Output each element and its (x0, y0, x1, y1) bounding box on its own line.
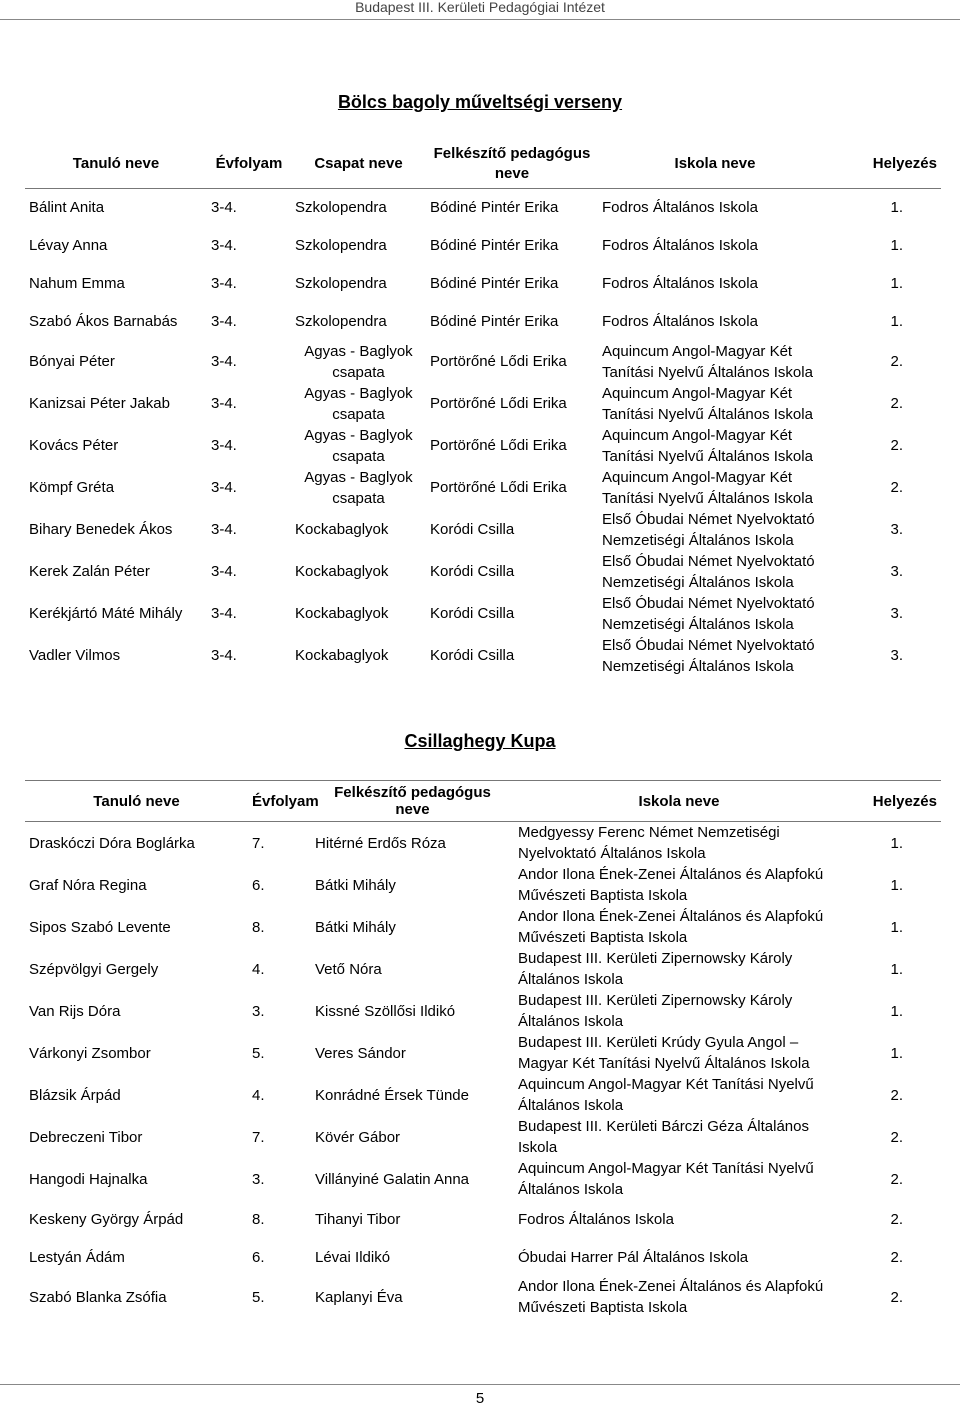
column-header: Tanuló neve (25, 140, 207, 189)
table-cell: 2. (890, 395, 903, 412)
table-cell: 3. (890, 563, 903, 580)
table-cell: Tihanyi Tibor (315, 1210, 401, 1228)
table-cell: Szkolopendra (295, 313, 387, 330)
column-header: Tanuló neve (25, 781, 248, 822)
table-row (25, 383, 941, 425)
table-cell: 1. (890, 960, 903, 978)
table-cell: 3-4. (211, 313, 237, 330)
table-cell: 2. (890, 1086, 903, 1104)
table-row (25, 1238, 941, 1276)
table-row (25, 990, 941, 1032)
table-cell: Első Óbudai Német Nyelvoktató Nemzetiségi Általános Iskola (602, 552, 815, 591)
table-cell: Bódiné Pintér Erika (430, 237, 559, 254)
section2-title: Csillaghegy Kupa (404, 731, 556, 751)
table-cell: Szabó Ákos Barnabás (29, 313, 178, 330)
table-cell: Koródi Csilla (430, 647, 515, 664)
table-cell: Vadler Vilmos (29, 647, 121, 664)
table-cell: Konrádné Érsek Tünde (315, 1086, 469, 1104)
table-cell: Bódiné Pintér Erika (430, 199, 559, 217)
table-row (25, 864, 941, 906)
column-header: Évfolyam (248, 781, 311, 822)
table-cell: 3-4. (211, 395, 237, 412)
table-row (25, 227, 941, 265)
table-cell: 3-4. (211, 563, 237, 580)
table-cell: 1. (890, 918, 903, 936)
column-header: Évfolyam (207, 140, 291, 189)
table-cell: Szkolopendra (295, 199, 387, 217)
table-cell: 3-4. (211, 647, 237, 664)
section1-table (25, 140, 941, 677)
table-cell: 3-4. (211, 479, 237, 496)
table-cell: 2. (890, 1288, 903, 1306)
header-divider (0, 19, 960, 20)
table-cell: 8. (252, 1210, 265, 1228)
table-cell: 2. (890, 1248, 903, 1266)
table-cell: Kömpf Gréta (29, 479, 115, 496)
table-cell: 3. (890, 605, 903, 622)
table-cell: 1. (890, 313, 903, 330)
table-cell: Lévai Ildikó (315, 1248, 391, 1266)
table-cell: Veres Sándor (315, 1044, 406, 1062)
table-cell: Medgyessy Ferenc Német Nemzetiségi Nyelvoktató Általános Iskola (518, 824, 780, 862)
table-row (25, 265, 941, 303)
table-cell: Blázsik Árpád (29, 1086, 121, 1104)
table-cell: 1. (890, 876, 903, 894)
section2-table (25, 780, 941, 1318)
table-cell: 4. (252, 960, 265, 978)
table-row (25, 1116, 941, 1158)
header-institute: Budapest III. Kerületi Pedagógiai Intézet (355, 0, 605, 15)
table-cell: Bálint Anita (29, 199, 105, 217)
column-header: Felkészítő pedagógus neve (426, 140, 598, 189)
table-cell: Koródi Csilla (430, 521, 515, 538)
table-row (25, 303, 941, 341)
table-cell: Andor Ilona Ének-Zenei Általános és Alapfokú Művészeti Baptista Iskola (518, 908, 824, 946)
table-cell: Kerékjártó Máté Mihály (29, 605, 183, 622)
table-cell: 7. (252, 1128, 265, 1146)
table-cell: Sipos Szabó Levente (29, 918, 171, 936)
table-cell: Bódiné Pintér Erika (430, 313, 559, 330)
column-header: Csapat neve (291, 140, 426, 189)
table-cell: Szépvölgyi Gergely (29, 960, 159, 978)
table-row (25, 509, 941, 551)
table-row (25, 551, 941, 593)
table-cell: Agyas - Baglyok csapata (304, 426, 413, 465)
table-cell: Várkonyi Zsombor (29, 1044, 151, 1062)
table-cell: Kockabaglyok (295, 563, 389, 580)
table-row (25, 1032, 941, 1074)
table-cell: 2. (890, 1170, 903, 1188)
table-cell: Aquincum Angol-Magyar Két Tanítási Nyelvű Általános Iskola (602, 468, 813, 507)
table-cell: Koródi Csilla (430, 605, 515, 622)
table-cell: Első Óbudai Német Nyelvoktató Nemzetiségi Általános Iskola (602, 636, 815, 675)
table-cell: Agyas - Baglyok csapata (304, 384, 413, 423)
table-cell: Bátki Mihály (315, 918, 396, 936)
table-cell: Portörőné Lődi Erika (430, 353, 567, 370)
table-cell: 2. (890, 479, 903, 496)
table-cell: Budapest III. Kerületi Zipernowsky Károly Általános Iskola (518, 950, 793, 988)
table-cell: Kockabaglyok (295, 605, 389, 622)
table-cell: Nahum Emma (29, 275, 125, 292)
table-cell: 1. (890, 1002, 903, 1020)
table-cell: Fodros Általános Iskola (602, 275, 758, 292)
table-row (25, 948, 941, 990)
table-cell: 1. (890, 237, 903, 254)
column-header: Iskola neve (598, 140, 832, 189)
table-cell: Kockabaglyok (295, 521, 389, 538)
table-cell: Kockabaglyok (295, 647, 389, 664)
table-cell: Draskóczi Dóra Boglárka (29, 834, 195, 852)
table-row (25, 425, 941, 467)
table-cell: 1. (890, 199, 903, 217)
table-cell: 1. (890, 1044, 903, 1062)
table-cell: Keskeny György Árpád (29, 1210, 184, 1228)
table-cell: Kaplanyi Éva (315, 1288, 403, 1306)
table-cell: Aquincum Angol-Magyar Két Tanítási Nyelvű Általános Iskola (518, 1160, 814, 1198)
table-cell: Lévay Anna (29, 237, 108, 254)
table-cell: 7. (252, 834, 265, 852)
table-cell: Vető Nóra (315, 960, 382, 978)
table-cell: Graf Nóra Regina (29, 876, 147, 894)
table-cell: Első Óbudai Német Nyelvoktató Nemzetiségi Általános Iskola (602, 594, 815, 633)
table-row (25, 189, 941, 227)
table-cell: 3-4. (211, 237, 237, 254)
table-cell: 2. (890, 353, 903, 370)
table-cell: 5. (252, 1288, 265, 1306)
table-cell: Fodros Általános Iskola (602, 199, 758, 217)
table-cell: Fodros Általános Iskola (602, 313, 758, 330)
table-row (25, 341, 941, 383)
table-cell: Andor Ilona Ének-Zenei Általános és Alapfokú Művészeti Baptista Iskola (518, 1278, 824, 1316)
table-cell: 1. (890, 834, 903, 852)
table-cell: 3-4. (211, 521, 237, 538)
table-cell: 3. (890, 521, 903, 538)
table-row (25, 635, 941, 677)
table-cell: Bátki Mihály (315, 876, 396, 894)
table-cell: 3. (252, 1002, 265, 1020)
table-cell: Szkolopendra (295, 275, 387, 292)
section1-header-row (25, 140, 941, 189)
table-cell: Debreczeni Tibor (29, 1128, 143, 1146)
table-cell: 3-4. (211, 353, 237, 370)
table-cell: Óbudai Harrer Pál Általános Iskola (518, 1248, 749, 1266)
table-cell: 3. (252, 1170, 265, 1188)
table-cell: Portörőné Lődi Erika (430, 479, 567, 496)
table-cell: Bihary Benedek Ákos (29, 521, 173, 538)
table-cell: Hangodi Hajnalka (29, 1170, 148, 1188)
table-cell: Kanizsai Péter Jakab (29, 395, 170, 412)
table-row (25, 1276, 941, 1318)
table-cell: Kovács Péter (29, 437, 119, 454)
table-cell: 5. (252, 1044, 265, 1062)
table-cell: Kövér Gábor (315, 1128, 401, 1146)
table-cell: Van Rijs Dóra (29, 1002, 121, 1020)
table-cell: Kissné Szöllősi Ildikó (315, 1002, 456, 1020)
column-header: Felkészítő pedagógus neve (311, 781, 514, 822)
table-cell: 3-4. (211, 605, 237, 622)
table-cell: Aquincum Angol-Magyar Két Tanítási Nyelvű Általános Iskola (602, 426, 813, 465)
table-cell: 3. (890, 647, 903, 664)
table-cell: 2. (890, 1128, 903, 1146)
table-cell: Portörőné Lődi Erika (430, 395, 567, 412)
table-cell: Agyas - Baglyok csapata (304, 468, 413, 507)
column-header: Helyezés (832, 140, 941, 189)
table-row (25, 822, 941, 865)
table-cell: Fodros Általános Iskola (602, 237, 758, 254)
table-cell: Első Óbudai Német Nyelvoktató Nemzetiségi Általános Iskola (602, 510, 815, 549)
table-cell: 6. (252, 876, 265, 894)
section2-header-row (25, 781, 941, 822)
table-cell: 3-4. (211, 437, 237, 454)
table-cell: 4. (252, 1086, 265, 1104)
column-header: Iskola neve (514, 781, 844, 822)
table-cell: 3-4. (211, 275, 237, 292)
table-cell: Villányiné Galatin Anna (315, 1170, 469, 1188)
section1-title: Bölcs bagoly műveltségi verseny (337, 92, 623, 112)
page-header (0, 0, 960, 26)
table-row (25, 1074, 941, 1116)
table-cell: Portörőné Lődi Erika (430, 437, 567, 454)
table-cell: 3-4. (211, 199, 237, 217)
table-cell: Koródi Csilla (430, 563, 515, 580)
table-cell: Bódiné Pintér Erika (430, 275, 559, 292)
table-cell: 8. (252, 918, 265, 936)
table-cell: Szabó Blanka Zsófia (29, 1288, 167, 1306)
table-cell: 2. (890, 437, 903, 454)
table-cell: 1. (890, 275, 903, 292)
table-cell: Budapest III. Kerületi Bárczi Géza Általános Iskola (518, 1118, 809, 1156)
footer-divider (0, 1384, 960, 1385)
table-cell: Kerek Zalán Péter (29, 563, 150, 580)
table-row (25, 906, 941, 948)
table-cell: Hitérné Erdős Róza (315, 834, 446, 852)
table-cell: Aquincum Angol-Magyar Két Tanítási Nyelvű Általános Iskola (518, 1076, 814, 1114)
table-cell: Lestyán Ádám (29, 1248, 125, 1266)
table-cell: Aquincum Angol-Magyar Két Tanítási Nyelvű Általános Iskola (602, 384, 813, 423)
table-cell: 2. (890, 1210, 903, 1228)
table-cell: Bónyai Péter (29, 353, 115, 370)
column-header: Helyezés (844, 781, 941, 822)
table-row (25, 1200, 941, 1238)
table-cell: 6. (252, 1248, 265, 1266)
table-cell: Budapest III. Kerületi Krúdy Gyula Angol – Magyar Két Tanítási Nyelvű Általános Iskola (518, 1034, 810, 1072)
table-cell: Aquincum Angol-Magyar Két Tanítási Nyelvű Általános Iskola (602, 342, 813, 381)
page-number: 5 (475, 1390, 485, 1407)
table-row (25, 467, 941, 509)
table-cell: Agyas - Baglyok csapata (304, 342, 413, 381)
table-row (25, 593, 941, 635)
table-cell: Szkolopendra (295, 237, 387, 254)
table-cell: Fodros Általános Iskola (518, 1210, 674, 1228)
table-cell: Budapest III. Kerületi Zipernowsky Károly Általános Iskola (518, 992, 793, 1030)
table-row (25, 1158, 941, 1200)
table-cell: Andor Ilona Ének-Zenei Általános és Alapfokú Művészeti Baptista Iskola (518, 866, 824, 904)
